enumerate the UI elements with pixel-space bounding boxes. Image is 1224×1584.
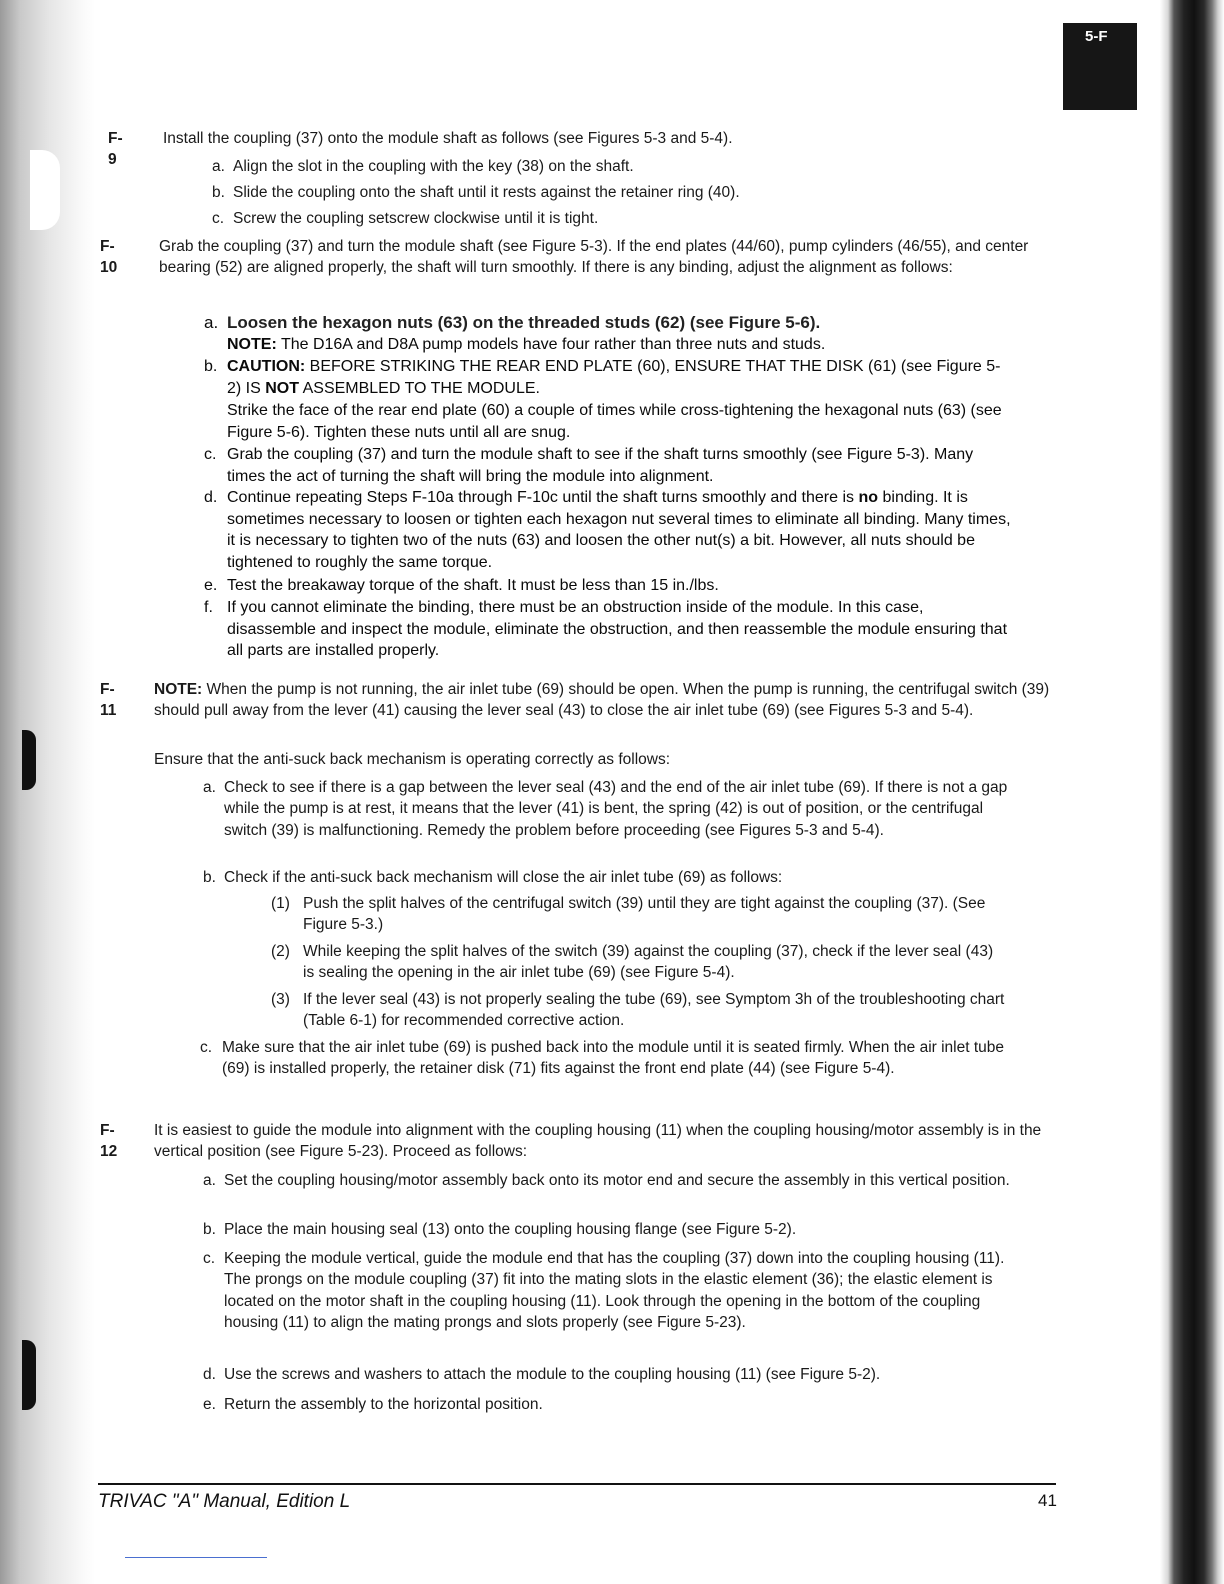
- item-text: Return the assembly to the horizontal position.: [224, 1396, 543, 1413]
- scan-edge-left: [0, 0, 95, 1584]
- note-label: NOTE:: [227, 336, 277, 353]
- item-text: [227, 487, 1012, 573]
- scan-mark: [22, 730, 36, 790]
- subitem-marker: (3): [271, 991, 290, 1008]
- step-label: F-11: [100, 681, 117, 720]
- note-label: NOTE:: [154, 681, 203, 698]
- item-marker: a.: [203, 779, 216, 796]
- scan-edge-right: [1160, 0, 1224, 1584]
- item-marker: b.: [203, 1221, 216, 1238]
- caution: [227, 356, 1012, 399]
- item-marker: c.: [200, 1039, 213, 1056]
- bottom-line: [125, 1557, 267, 1558]
- item-text: Use the screws and washers to attach the module to the coupling housing (11) (see Figure 5-2).: [224, 1366, 881, 1383]
- item-text: Strike the face of the rear end plate (60) a couple of times while cross-tightening the hexagonal nuts (63) (see Figure 5-6). Tighten these nuts until all are snug.: [227, 402, 1002, 441]
- item-marker: b.: [212, 184, 225, 201]
- footer-rule: [98, 1483, 1056, 1485]
- caution-text: BEFORE STRIKING THE REAR END PLATE (60), ENSURE THAT THE DISK (61) (see Figure 5-2) IS: [227, 358, 1001, 397]
- item-text: Check if the anti-suck back mechanism will close the air inlet tube (69) as follows:: [224, 869, 783, 886]
- step-label: F-12: [100, 1122, 118, 1161]
- subitem-marker: (1): [271, 895, 290, 912]
- note: [227, 334, 1027, 356]
- step-label: F-10: [100, 238, 118, 277]
- item-text: Slide the coupling onto the shaft until it rests against the retainer ring (40).: [233, 184, 740, 201]
- item-text: Place the main housing seal (13) onto the coupling housing flange (see Figure 5-2).: [224, 1221, 797, 1238]
- step-text: Grab the coupling (37) and turn the module shaft (see Figure 5-3). If the end plates (44/60), pump cylinders (46/55), and center bearing (52) are aligned properly, the shaft will turn smoothly. If there is any binding, adjust the alignment as follows:: [159, 238, 1029, 277]
- item-marker: f.: [204, 599, 213, 616]
- page-number: 41: [1038, 1491, 1057, 1510]
- subitem-text: Push the split halves of the centrifugal switch (39) until they are tight against the coupling (37). (See Figure 5-3.): [303, 895, 986, 934]
- punch-hole: [30, 150, 60, 230]
- item-text: Grab the coupling (37) and turn the module shaft to see if the shaft turns smoothly (see Figure 5-3). Many times the act of turning the shaft will bring the module into alignment.: [227, 446, 974, 485]
- step-text: It is easiest to guide the module into alignment with the coupling housing (11) when the coupling housing/motor assembly is in the vertical position (see Figure 5-23). Proceed as follows:: [154, 1122, 1042, 1161]
- item-marker: a.: [212, 158, 225, 175]
- item-marker: d.: [203, 1366, 216, 1383]
- step-text: Install the coupling (37) onto the module shaft as follows (see Figures 5-3 and 5-4).: [163, 130, 733, 147]
- item-text: Keeping the module vertical, guide the module end that has the coupling (37) down into the coupling housing (11). The prongs on the module coupling (37) fit into the mating slots in the elastic element (36); the elastic element is located on the motor shaft in the coupling housing (11). Look through the opening in the bottom of the coupling housing (11) to align the mating prongs and slots properly (see Figure 5-23).: [224, 1250, 1005, 1331]
- item-marker: e.: [203, 1396, 216, 1413]
- note: [154, 679, 1059, 722]
- caution-emphasis: NOT: [265, 379, 300, 397]
- item-marker: b.: [203, 869, 216, 886]
- step-label: F-9: [108, 130, 123, 169]
- item-text: If you cannot eliminate the binding, there must be an obstruction inside of the module. In this case, disassemble and inspect the module, eliminate the obstruction, and then reassemble the module ensuring that all parts are installed properly.: [227, 599, 1008, 659]
- caution-text: ASSEMBLED TO THE MODULE.: [302, 379, 540, 397]
- item-text: Screw the coupling setscrew clockwise until it is tight.: [233, 210, 599, 227]
- item-emphasis: no: [858, 489, 879, 506]
- item-marker: a.: [203, 1172, 216, 1189]
- step-text: Ensure that the anti-suck back mechanism is operating correctly as follows:: [154, 751, 671, 768]
- item-marker: a.: [204, 313, 219, 332]
- item-text-part: binding. It is sometimes necessary to loosen or tighten each hexagon nut several times to eliminate all binding. Many times, it is necessary to tighten two of the nuts (63) and loosen the other nut(s) a bit. However, all nuts should be tightened to roughly the same torque.: [227, 489, 1011, 571]
- item-marker: e.: [204, 577, 218, 594]
- item-text: Loosen the hexagon nuts (63) on the threaded studs (62) (see Figure 5-6).: [227, 313, 821, 332]
- subitem-marker: (2): [271, 943, 290, 960]
- note-text: The D16A and D8A pump models have four rather than three nuts and studs.: [280, 336, 826, 353]
- item-marker: b.: [204, 358, 218, 375]
- item-text: Align the slot in the coupling with the key (38) on the shaft.: [233, 158, 634, 175]
- caution-label: CAUTION:: [227, 358, 306, 375]
- item-text: Set the coupling housing/motor assembly back onto its motor end and secure the assembly in this vertical position.: [224, 1172, 1010, 1189]
- item-marker: c.: [212, 210, 225, 227]
- subitem-text: While keeping the split halves of the switch (39) against the coupling (37), check if the lever seal (43) is sealing the opening in the air inlet tube (69) (see Figure 5-4).: [303, 943, 994, 982]
- item-marker: d.: [204, 489, 218, 506]
- footer-title: TRIVAC "A" Manual, Edition L: [98, 1491, 351, 1512]
- item-marker: c.: [203, 1250, 216, 1267]
- item-marker: c.: [204, 446, 217, 463]
- item-text: Check to see if there is a gap between the lever seal (43) and the end of the air inlet tube (69). If there is not a gap while the pump is at rest, it means that the lever (41) is bent, the spring (42) is out of position, or the centrifugal switch (39) is malfunctioning. Remedy the problem before proceeding (see Figures 5-3 and 5-4).: [224, 779, 1008, 839]
- item-text: Make sure that the air inlet tube (69) is pushed back into the module until it is seated firmly. When the air inlet tube (69) is installed properly, the retainer disk (71) fits against the front end plate (44) (see Figure 5-4).: [222, 1039, 1005, 1078]
- item-text-part: Continue repeating Steps F-10a through F-10c until the shaft turns smoothly and there is: [227, 489, 855, 506]
- section-tab-label: 5-F: [1085, 28, 1108, 45]
- note-text: When the pump is not running, the air inlet tube (69) should be open. When the pump is running, the centrifugal switch (39) should pull away from the lever (41) causing the lever seal (43) to close the air inlet tube (69) (see Figures 5-3 and 5-4).: [154, 681, 1050, 720]
- item-text: Test the breakaway torque of the shaft. It must be less than 15 in./lbs.: [227, 577, 719, 594]
- section-tab: [1063, 23, 1137, 110]
- scan-mark: [22, 1340, 36, 1410]
- subitem-text: If the lever seal (43) is not properly sealing the tube (69), see Symptom 3h of the troubleshooting chart (Table 6-1) for recommended corrective action.: [303, 991, 1005, 1030]
